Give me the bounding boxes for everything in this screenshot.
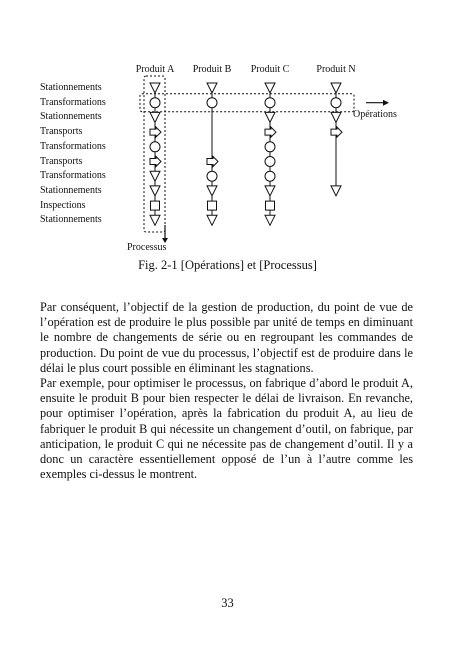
circle-symbol	[207, 171, 217, 181]
circle-symbol	[265, 157, 275, 167]
operations-label: Opérations	[353, 109, 397, 120]
row-label: Transformations	[40, 140, 106, 152]
transport-arrow-symbol	[265, 127, 276, 137]
circle-symbol	[331, 98, 341, 108]
circle-symbol	[207, 98, 217, 108]
row-label: Stationnements	[40, 111, 102, 123]
circle-symbol	[150, 98, 160, 108]
triangle-symbol	[150, 83, 160, 93]
figure-caption: Fig. 2-1 [Opérations] et [Processus]	[138, 258, 317, 272]
circle-symbol	[265, 171, 275, 181]
row-label: Transformations	[40, 96, 106, 108]
row-label: Inspections	[40, 199, 86, 211]
triangle-symbol	[207, 186, 217, 196]
circle-symbol	[150, 142, 160, 152]
square-symbol	[151, 201, 160, 210]
paragraph-2: Par exemple, pour optimiser le processus, on fabrique d’abord le produit A, ensuite le produit B pour bien respecter le délai de livraison. En revanche, pour optimiser l’opération, après la fabrication du produit A, au lieu de fabriquer le produit B qui nécessite un changement d’outil, on fabrique, par anticipation, le produit C qui ne nécessite pas de changement d’outil. Il y a donc un caractère essentiellement opposé de l’un à l’autre comme les exemples ci-dessus le montrent.	[40, 376, 413, 482]
triangle-symbol	[150, 186, 160, 196]
operations-arrowhead	[383, 100, 389, 106]
page-number: 33	[221, 596, 234, 610]
triangle-symbol	[331, 112, 341, 122]
transport-arrow-symbol	[150, 127, 161, 137]
triangle-symbol	[207, 215, 217, 225]
column-header: Produit A	[135, 64, 175, 75]
row-label: Stationnements	[40, 184, 102, 196]
circle-symbol	[265, 142, 275, 152]
row-label: Stationnements	[40, 82, 102, 93]
transport-arrow-symbol	[331, 127, 342, 137]
row-label: Transports	[40, 126, 83, 138]
transport-arrow-symbol	[207, 157, 218, 167]
process-label: Processus	[127, 242, 167, 253]
square-symbol	[208, 201, 217, 210]
column-header: Produit B	[192, 64, 232, 75]
paragraph-1: Par conséquent, l’objectif de la gestion de production, du point de vue de l’opération est de produire le plus possible par unité de temps en diminuant le nombre de changements de série ou en regroupant les commandes de production. Du point de vue du processus, l’objectif est de produire dans le délai le plus court possible en éliminant les stagnations.	[40, 300, 413, 375]
row-label: Transformations	[40, 170, 106, 182]
triangle-symbol	[150, 215, 160, 225]
row-label: Transports	[40, 155, 83, 167]
operations-process-diagram	[0, 0, 455, 260]
triangle-symbol	[150, 171, 160, 181]
operations-dashed-box	[140, 94, 354, 112]
row-label: Stationnements	[40, 214, 102, 226]
triangle-symbol	[150, 112, 160, 122]
circle-symbol	[265, 98, 275, 108]
square-symbol	[266, 201, 275, 210]
triangle-symbol	[331, 83, 341, 93]
triangle-symbol	[265, 215, 275, 225]
triangle-symbol	[331, 186, 341, 196]
body-text	[40, 300, 413, 482]
column-header: Produit N	[316, 64, 356, 75]
triangle-symbol	[265, 186, 275, 196]
transport-arrow-symbol	[150, 157, 161, 167]
triangle-symbol	[265, 112, 275, 122]
triangle-symbol	[207, 83, 217, 93]
column-header: Produit C	[250, 64, 290, 75]
triangle-symbol	[265, 83, 275, 93]
